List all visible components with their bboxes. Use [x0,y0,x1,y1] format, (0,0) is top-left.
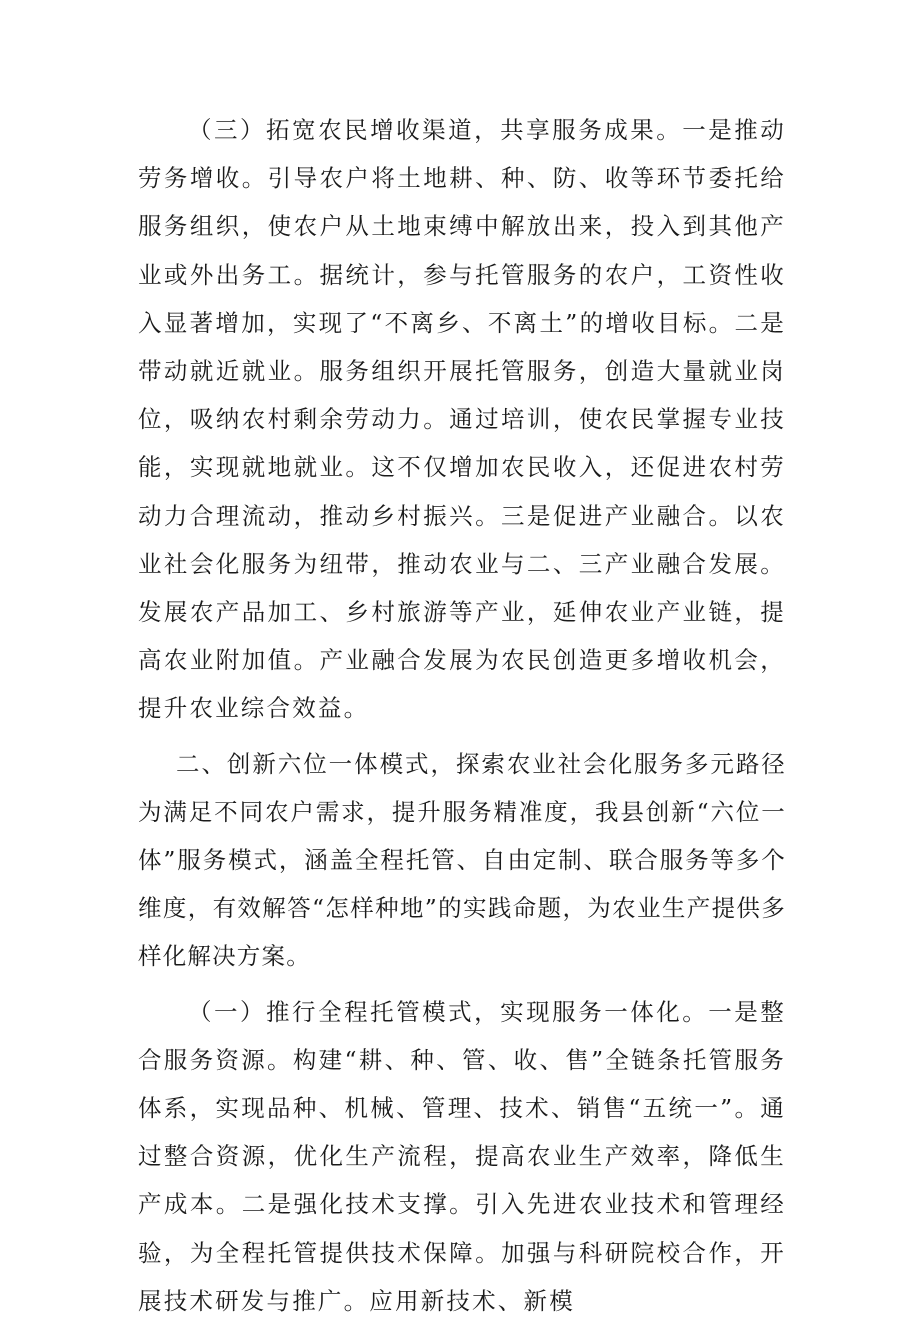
document-page [138,106,786,1325]
paragraph-heading-two: 二、创新六位一体模式，探索农业社会化服务多元路径为满足不同农户需求，提升服务精准度，我县创新“六位一体”服务模式，涵盖全程托管、自由定制、联合服务等多个维度，有效解答“怎样种地”的实践命题，为农业生产提供多样化解决方案。 [138,749,786,971]
paragraph-section-three: （三）拓宽农民增收渠道，共享服务成果。一是推动劳务增收。引导农户将土地耕、种、防、收等环节委托给服务组织，使农户从土地束缚中解放出来，投入到其他产业或外出务工。据统计，参与托管服务的农户，工资性收入显著增加，实现了“不离乡、不离土”的增收目标。二是带动就近就业。服务组织开展托管服务，创造大量就业岗位，吸纳农村剩余劳动力。通过培训，使农民掌握专业技能，实现就地就业。这不仅增加农民收入，还促进农村劳动力合理流动，推动乡村振兴。三是促进产业融合。以农业社会化服务为纽带，推动农业与二、三产业融合发展。发展农产品加工、乡村旅游等产业，延伸农业产业链，提高农业附加值。产业融合发展为农民创造更多增收机会，提升农业综合效益。 [138,116,786,723]
paragraph-section-one: （一）推行全程托管模式，实现服务一体化。一是整合服务资源。构建“耕、种、管、收、售”全链条托管服务体系，实现品种、机械、管理、技术、销售“五统一”。通过整合资源，优化生产流程，提高农业生产效率，降低生产成本。二是强化技术支撑。引入先进农业技术和管理经验，为全程托管提供技术保障。加强与科研院校合作，开展技术研发与推广。应用新技术、新模 [138,997,786,1315]
